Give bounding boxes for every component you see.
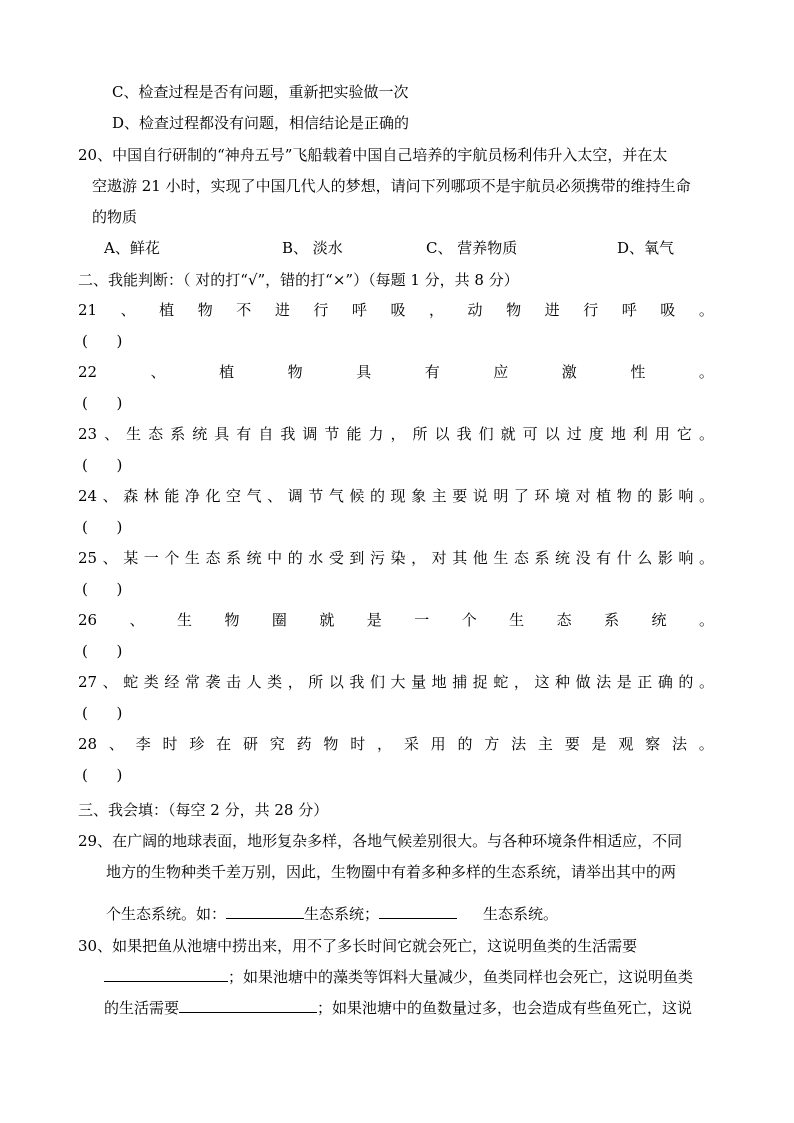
judge-item-char: 经: [164, 673, 180, 691]
judge-item-char: 击: [226, 673, 242, 691]
judge-item-char: 。: [698, 425, 714, 443]
judge-item-char: 植: [159, 301, 175, 319]
judge-item-char: 主: [431, 487, 447, 505]
judge-item-char: 的: [637, 487, 653, 505]
judge-item-char: 是: [616, 673, 632, 691]
judge-item-char: 有: [596, 549, 612, 567]
judge-item-char: 生: [184, 549, 200, 567]
judge-item-char: ，: [390, 425, 406, 443]
judge-item-char: 、: [267, 487, 283, 505]
judge-item-char: 行: [583, 301, 599, 319]
q29-blank-2[interactable]: [379, 904, 457, 919]
judge-item-char: 影: [657, 487, 673, 505]
judge-item-char: 。: [698, 611, 714, 629]
q20-option-a: A、鲜花: [104, 239, 160, 257]
judge-item-char: 什: [616, 549, 632, 567]
judge-item-char: 常: [184, 673, 200, 691]
judge-item-char: 研: [242, 735, 258, 753]
judge-item-char: ，: [287, 673, 303, 691]
judge-item-char: 环: [534, 487, 550, 505]
judge-item-char: 物: [323, 735, 339, 753]
judge-item-char: 究: [269, 735, 285, 753]
judge-item-char: 动: [467, 301, 483, 319]
judge-item-char: 调: [302, 425, 318, 443]
judge-item-number: 26: [78, 611, 98, 629]
answer-paren[interactable]: ( ): [82, 704, 123, 722]
judge-item-char: 具: [214, 425, 230, 443]
judge-item-char: 对: [575, 487, 591, 505]
q30-blank-1[interactable]: [104, 967, 228, 982]
judge-item-char: 。: [698, 735, 714, 753]
judge-item-char: 、: [108, 735, 124, 753]
judge-item-char: 进: [274, 301, 290, 319]
judge-item-char: 度: [588, 425, 604, 443]
section3-heading: 三、我会填：（每空 2 分，共 28 分）: [78, 801, 329, 819]
judge-item-char: 到: [349, 549, 365, 567]
judge-item-char: 大: [390, 673, 406, 691]
judge-item-char: 。: [698, 301, 714, 319]
judge-item-21: [78, 300, 714, 320]
judge-item-char: 确: [657, 673, 673, 691]
judge-item-char: 是: [366, 611, 382, 629]
judge-item-char: 、: [129, 611, 145, 629]
judge-item-char: 类: [143, 673, 159, 691]
judge-item-char: 观: [618, 735, 634, 753]
judge-item-char: 呼: [351, 301, 367, 319]
judge-item-char: 种: [555, 673, 571, 691]
judge-item-number: 21: [78, 301, 98, 319]
judge-item-char: 的: [369, 487, 385, 505]
judge-item-char: 么: [637, 549, 653, 567]
judge-item-char: 响: [678, 487, 694, 505]
judge-item-char: 过: [566, 425, 582, 443]
judge-item-char: 自: [258, 425, 274, 443]
judge-item-char: 、: [104, 425, 120, 443]
judge-item-char: 力: [368, 425, 384, 443]
judge-item-char: 物: [224, 611, 240, 629]
judge-item-char: 就: [319, 611, 335, 629]
judge-item-char: 时: [162, 735, 178, 753]
judge-item-char: 响: [678, 549, 694, 567]
judge-item-char: 。: [698, 363, 714, 381]
judge-item-char: 、: [102, 673, 118, 691]
judge-item-char: 用: [430, 735, 446, 753]
judge-item-char: 植: [596, 487, 612, 505]
judge-item-char: 生: [176, 611, 192, 629]
judge-item-char: 其: [452, 549, 468, 567]
judge-item-char: 它: [676, 425, 692, 443]
judge-item-char: 系: [226, 549, 242, 567]
judge-item-char: 一: [143, 549, 159, 567]
q29-stem-line1: 29、在广阔的地球表面，地形复杂多样，各地气候差别很大。与各种环境条件相适应，不同: [78, 832, 683, 850]
judge-item-char: 的: [457, 735, 473, 753]
judge-item-char: 中: [267, 549, 283, 567]
judge-item-char: 生: [509, 611, 525, 629]
judge-item-char: 不: [236, 301, 252, 319]
judge-item-char: 们: [369, 673, 385, 691]
judge-item-char: 以: [434, 425, 450, 443]
judge-item-char: 某: [123, 549, 139, 567]
judge-item-char: 地: [431, 673, 447, 691]
judge-item-27: [78, 672, 714, 692]
judge-item-number: 23: [78, 425, 98, 443]
judge-item-28: [78, 734, 714, 754]
judge-item-char: 的: [287, 549, 303, 567]
judge-item-char: 系: [604, 611, 620, 629]
judge-item-char: 是: [591, 735, 607, 753]
judge-item-char: 态: [556, 611, 572, 629]
judge-item-char: 空: [226, 487, 242, 505]
judge-item-char: 态: [148, 425, 164, 443]
judge-item-char: 统: [651, 611, 667, 629]
judge-item-char: 现: [390, 487, 406, 505]
judge-item-char: 具: [356, 363, 372, 381]
judge-item-char: 所: [308, 673, 324, 691]
judge-item-char: 就: [500, 425, 516, 443]
judge-item-char: 物: [197, 301, 213, 319]
judge-item-char: 们: [478, 425, 494, 443]
judge-item-char: 蛇: [493, 673, 509, 691]
judge-item-char: 系: [170, 425, 186, 443]
judge-item-char: 圈: [271, 611, 287, 629]
q20-option-c: C、 营养物质: [426, 239, 518, 257]
judge-item-char: 法: [671, 735, 687, 753]
judge-item-char: 受: [328, 549, 344, 567]
judge-item-char: 、: [102, 487, 118, 505]
judge-item-char: 森: [123, 487, 139, 505]
judge-item-char: 以: [544, 425, 560, 443]
judge-item-char: 系: [534, 549, 550, 567]
judge-item-char: 类: [267, 673, 283, 691]
judge-item-char: 说: [472, 487, 488, 505]
judge-item-char: 采: [403, 735, 419, 753]
judge-item-char: 他: [472, 549, 488, 567]
judge-item-char: 应: [493, 363, 509, 381]
judge-item-char: 能: [346, 425, 362, 443]
judge-item-char: 捉: [472, 673, 488, 691]
judge-item-char: 有: [236, 425, 252, 443]
judge-item-number: 22: [78, 363, 98, 381]
answer-paren[interactable]: ( ): [82, 518, 123, 536]
judge-item-char: 植: [219, 363, 235, 381]
judge-item-char: 我: [456, 425, 472, 443]
judge-item-char: 调: [287, 487, 303, 505]
judge-item-char: 的: [678, 673, 694, 691]
answer-paren[interactable]: ( ): [82, 642, 123, 660]
q30-stem-line3: [104, 998, 692, 1018]
q29-stem-line3: [106, 904, 558, 924]
judge-item-char: 净: [184, 487, 200, 505]
q19-option-c: C、检查过程是否有问题，重新把实验做一次: [112, 83, 409, 101]
judge-item-char: 物: [616, 487, 632, 505]
judge-item-char: 李: [135, 735, 151, 753]
q20-stem-line1: 20、中国自行研制的“神舟五号”飞船载着中国自己培养的宇航员杨利伟升入太空，并在太: [78, 146, 668, 164]
judge-item-char: 了: [513, 487, 529, 505]
judge-item-char: 污: [369, 549, 385, 567]
answer-paren[interactable]: ( ): [82, 394, 123, 412]
judge-item-number: 27: [78, 673, 98, 691]
judge-item-char: 这: [534, 673, 550, 691]
judge-item-number: 25: [78, 549, 98, 567]
judge-item-char: 没: [575, 549, 591, 567]
q29-text-c: 生态系统。: [483, 905, 559, 923]
judge-item-char: 影: [657, 549, 673, 567]
answer-paren[interactable]: ( ): [82, 332, 123, 350]
answer-paren[interactable]: ( ): [82, 580, 123, 598]
judge-item-char: 时: [350, 735, 366, 753]
judge-item-char: 方: [484, 735, 500, 753]
judge-item-char: 。: [698, 487, 714, 505]
q20-option-b: B、 淡水: [282, 239, 343, 257]
q19-option-d: D、检查过程都没有问题，相信结论是正确的: [112, 114, 410, 132]
q20-option-d: D、氧气: [617, 239, 675, 257]
judge-item-char: 统: [555, 549, 571, 567]
judge-item-char: 、: [120, 301, 136, 319]
judge-item-char: 要: [564, 735, 580, 753]
judge-item-char: 激: [561, 363, 577, 381]
judge-item-char: 化: [205, 487, 221, 505]
q20-stem-line3: 的物质: [92, 208, 138, 226]
judge-item-23: [78, 424, 714, 444]
judge-item-char: 蛇: [123, 673, 139, 691]
judge-item-char: 法: [596, 673, 612, 691]
judge-item-char: 生: [493, 549, 509, 567]
judge-item-25: [78, 548, 714, 568]
judge-item-char: 在: [216, 735, 232, 753]
q30-blank-2[interactable]: [179, 998, 317, 1013]
judge-item-char: 正: [637, 673, 653, 691]
judge-item-char: 吸: [390, 301, 406, 319]
judge-item-char: 气: [328, 487, 344, 505]
judge-item-char: 察: [645, 735, 661, 753]
judge-item-char: 明: [493, 487, 509, 505]
judge-item-char: 一: [414, 611, 430, 629]
judge-item-char: 生: [126, 425, 142, 443]
judge-item-char: 药: [296, 735, 312, 753]
judge-item-char: 能: [164, 487, 180, 505]
judge-item-char: 要: [452, 487, 468, 505]
judge-item-char: 地: [610, 425, 626, 443]
judge-item-char: 物: [287, 363, 303, 381]
judge-item-char: 有: [424, 363, 440, 381]
q30-text-c: ；如果池塘中的鱼数量过多，也会造成有些鱼死亡，这说: [317, 999, 693, 1017]
q30-text-a: 的生活需要: [104, 999, 180, 1017]
judge-item-char: 主: [537, 735, 553, 753]
judge-item-char: 做: [575, 673, 591, 691]
judge-item-char: 人: [246, 673, 262, 691]
q20-stem-line2: 空遨游 21 小时，实现了中国几代人的梦想，请问下列哪项不是宇航员必须携带的维持生命: [92, 177, 691, 195]
q30-text-b: ；如果池塘中的藻类等饵料大量减少，鱼类同样也会死亡，这说明鱼类: [228, 968, 694, 986]
judge-item-char: 象: [411, 487, 427, 505]
judge-item-26: [78, 610, 714, 630]
judge-item-char: 候: [349, 487, 365, 505]
judge-item-char: 以: [328, 673, 344, 691]
judge-item-char: 节: [308, 487, 324, 505]
judge-item-char: 法: [511, 735, 527, 753]
judge-item-char: 染: [390, 549, 406, 567]
judge-item-char: 呼: [621, 301, 637, 319]
judge-item-char: 对: [431, 549, 447, 567]
judge-item-char: 吸: [660, 301, 676, 319]
judge-item-char: 我: [349, 673, 365, 691]
judge-item-char: 气: [246, 487, 262, 505]
judge-item-char: ，: [377, 735, 393, 753]
judge-item-char: 、: [102, 549, 118, 567]
judge-item-char: 性: [630, 363, 646, 381]
judge-item-char: 境: [555, 487, 571, 505]
judge-item-char: 行: [313, 301, 329, 319]
judge-item-char: ，: [411, 549, 427, 567]
q29-text-b: 生态系统；: [304, 905, 380, 923]
judge-item-char: 量: [411, 673, 427, 691]
judge-item-22: [78, 362, 714, 382]
judge-item-char: 林: [143, 487, 159, 505]
judge-item-number: 28: [78, 735, 98, 753]
judge-item-char: 态: [205, 549, 221, 567]
section2-heading: 二、我能判断：（ 对的打“√”，错的打“×”）（每题 1 分，共 8 分）: [78, 271, 519, 289]
judge-item-char: 个: [461, 611, 477, 629]
judge-item-char: 个: [164, 549, 180, 567]
judge-item-char: 我: [280, 425, 296, 443]
q30-stem-line1: 30、如果把鱼从池塘中捞出来，用不了多长时间它就会死亡，这说明鱼类的生活需要: [78, 937, 638, 955]
judge-item-char: ，: [513, 673, 529, 691]
judge-item-number: 24: [78, 487, 98, 505]
judge-item-char: 用: [654, 425, 670, 443]
judge-item-char: 捕: [452, 673, 468, 691]
judge-item-char: ，: [429, 301, 445, 319]
judge-item-char: 可: [522, 425, 538, 443]
judge-item-char: 。: [698, 549, 714, 567]
judge-item-char: 、: [150, 363, 166, 381]
q29-text-a: 个生态系统。如：: [106, 905, 227, 923]
judge-item-char: 进: [544, 301, 560, 319]
q29-stem-line2: 地方的生物种类千差万别，因此，生物圈中有着多种多样的生态系统，请举出其中的两: [106, 863, 677, 881]
q29-blank-1[interactable]: [226, 904, 304, 919]
judge-item-char: 统: [246, 549, 262, 567]
judge-item-char: 珍: [189, 735, 205, 753]
judge-item-char: 节: [324, 425, 340, 443]
judge-item-char: 水: [308, 549, 324, 567]
answer-paren[interactable]: ( ): [82, 456, 123, 474]
q30-stem-line2: [104, 967, 693, 987]
judge-item-char: 利: [632, 425, 648, 443]
judge-item-char: 所: [412, 425, 428, 443]
judge-item-char: 统: [192, 425, 208, 443]
judge-item-char: 态: [513, 549, 529, 567]
judge-item-char: 物: [506, 301, 522, 319]
judge-item-24: [78, 486, 714, 506]
answer-paren[interactable]: ( ): [82, 766, 123, 784]
judge-item-char: 。: [698, 673, 714, 691]
judge-item-char: 袭: [205, 673, 221, 691]
